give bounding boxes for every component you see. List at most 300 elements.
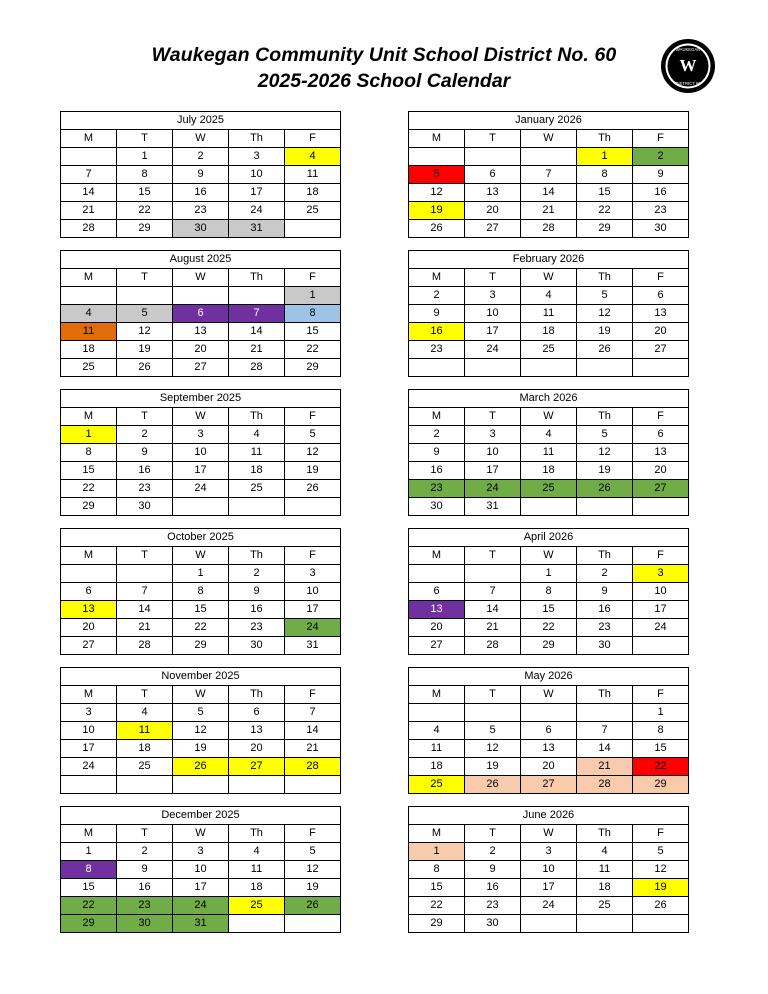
day-cell[interactable]: 29 [521,636,577,654]
day-cell[interactable]: 22 [173,618,229,636]
day-cell[interactable]: 23 [117,479,173,497]
day-cell[interactable]: 29 [577,219,633,237]
day-cell[interactable]: 14 [229,322,285,340]
week-row [409,860,689,878]
day-cell[interactable]: 9 [117,860,173,878]
week-row [61,201,341,219]
day-cell[interactable]: 4 [229,425,285,443]
day-cell[interactable]: 8 [61,443,117,461]
day-cell[interactable]: 13 [633,443,689,461]
day-cell[interactable]: 12 [409,183,465,201]
day-of-week-header: M [61,685,117,703]
day-cell[interactable]: 10 [229,165,285,183]
day-cell[interactable]: 24 [285,618,341,636]
day-cell[interactable]: 8 [521,582,577,600]
day-cell[interactable]: 20 [633,322,689,340]
day-cell[interactable]: 8 [285,304,341,322]
day-cell[interactable]: 27 [633,479,689,497]
day-cell[interactable]: 22 [409,896,465,914]
day-cell[interactable]: 12 [117,322,173,340]
day-cell[interactable]: 24 [61,757,117,775]
week-row [409,618,689,636]
empty-day-cell [521,914,577,932]
day-cell[interactable]: 21 [117,618,173,636]
day-cell[interactable]: 17 [521,878,577,896]
day-cell[interactable]: 9 [409,304,465,322]
day-cell[interactable]: 21 [465,618,521,636]
day-cell[interactable]: 23 [229,618,285,636]
day-cell[interactable]: 13 [633,304,689,322]
day-of-week-header: T [465,268,521,286]
day-cell[interactable]: 12 [173,721,229,739]
day-cell[interactable]: 24 [229,201,285,219]
day-cell[interactable]: 6 [409,582,465,600]
day-cell[interactable]: 28 [285,757,341,775]
day-cell[interactable]: 17 [633,600,689,618]
day-cell[interactable]: 2 [173,147,229,165]
day-cell[interactable]: 30 [633,219,689,237]
day-cell[interactable]: 24 [173,896,229,914]
day-of-week-header: Th [229,129,285,147]
day-cell[interactable]: 27 [633,340,689,358]
day-cell[interactable]: 4 [577,842,633,860]
day-cell[interactable]: 26 [117,358,173,376]
day-cell[interactable]: 9 [465,860,521,878]
day-cell[interactable]: 18 [229,461,285,479]
day-cell[interactable]: 19 [285,878,341,896]
month-table [408,111,689,238]
day-cell[interactable]: 23 [577,618,633,636]
day-cell[interactable]: 13 [465,183,521,201]
day-cell[interactable]: 26 [285,479,341,497]
day-cell[interactable]: 29 [61,497,117,515]
day-cell[interactable]: 22 [285,340,341,358]
day-cell[interactable]: 30 [117,914,173,932]
day-cell[interactable]: 18 [577,878,633,896]
day-cell[interactable]: 4 [521,286,577,304]
day-cell[interactable]: 14 [117,600,173,618]
day-cell[interactable]: 2 [633,147,689,165]
day-cell[interactable]: 30 [229,636,285,654]
day-cell[interactable]: 11 [521,304,577,322]
day-cell[interactable]: 5 [409,165,465,183]
day-cell[interactable]: 25 [577,896,633,914]
day-cell[interactable]: 1 [61,425,117,443]
day-cell[interactable]: 10 [285,582,341,600]
day-cell[interactable]: 11 [229,860,285,878]
day-cell[interactable]: 5 [117,304,173,322]
day-cell[interactable]: 13 [61,600,117,618]
day-cell[interactable]: 14 [285,721,341,739]
day-cell[interactable]: 24 [521,896,577,914]
day-cell[interactable]: 30 [117,497,173,515]
day-cell[interactable]: 26 [173,757,229,775]
day-cell[interactable]: 18 [117,739,173,757]
month-title: January 2026 [409,111,689,129]
day-cell[interactable]: 26 [633,896,689,914]
day-cell[interactable]: 19 [633,878,689,896]
day-cell[interactable]: 20 [465,201,521,219]
day-cell[interactable]: 17 [173,461,229,479]
day-of-week-header: Th [577,824,633,842]
day-cell[interactable]: 3 [229,147,285,165]
day-cell[interactable]: 12 [577,443,633,461]
day-cell[interactable]: 11 [229,443,285,461]
day-of-week-header: F [285,407,341,425]
day-cell[interactable]: 9 [173,165,229,183]
day-cell[interactable]: 12 [285,860,341,878]
day-cell[interactable]: 25 [229,479,285,497]
week-row [409,497,689,515]
day-cell[interactable]: 7 [521,165,577,183]
day-cell[interactable]: 12 [577,304,633,322]
day-cell[interactable]: 1 [633,703,689,721]
day-cell[interactable]: 4 [409,721,465,739]
day-cell[interactable]: 25 [285,201,341,219]
day-of-week-row [409,407,689,425]
day-cell[interactable]: 26 [577,479,633,497]
day-cell[interactable]: 21 [229,340,285,358]
week-row [61,842,341,860]
day-cell[interactable]: 3 [173,842,229,860]
day-cell[interactable]: 15 [61,878,117,896]
empty-day-cell [61,147,117,165]
day-cell[interactable]: 5 [633,842,689,860]
day-cell[interactable]: 9 [409,443,465,461]
day-cell[interactable]: 27 [61,636,117,654]
day-cell[interactable]: 16 [409,322,465,340]
day-cell[interactable]: 15 [521,600,577,618]
day-cell[interactable]: 27 [409,636,465,654]
day-cell[interactable]: 21 [61,201,117,219]
day-cell[interactable]: 25 [521,340,577,358]
day-cell[interactable]: 20 [633,461,689,479]
day-cell[interactable]: 17 [229,183,285,201]
day-cell[interactable]: 16 [633,183,689,201]
day-cell[interactable]: 6 [61,582,117,600]
day-cell[interactable]: 8 [173,582,229,600]
day-cell[interactable]: 14 [61,183,117,201]
week-row [409,878,689,896]
day-cell[interactable]: 13 [521,739,577,757]
day-of-week-header: M [409,685,465,703]
day-cell[interactable]: 23 [173,201,229,219]
day-cell[interactable]: 20 [173,340,229,358]
day-cell[interactable]: 15 [173,600,229,618]
week-row [61,739,341,757]
day-of-week-header: W [521,824,577,842]
day-cell[interactable]: 28 [577,775,633,793]
day-cell[interactable]: 10 [521,860,577,878]
day-cell[interactable]: 21 [577,757,633,775]
week-row [409,636,689,654]
day-cell[interactable]: 16 [577,600,633,618]
day-cell[interactable]: 7 [577,721,633,739]
day-cell[interactable]: 19 [577,461,633,479]
day-cell[interactable]: 19 [465,757,521,775]
day-cell[interactable]: 17 [285,600,341,618]
day-cell[interactable]: 3 [285,564,341,582]
day-cell[interactable]: 6 [229,703,285,721]
day-cell[interactable]: 1 [61,842,117,860]
day-cell[interactable]: 25 [117,757,173,775]
day-cell[interactable]: 29 [117,219,173,237]
day-cell[interactable]: 19 [173,739,229,757]
day-cell[interactable]: 16 [117,461,173,479]
day-cell[interactable]: 12 [285,443,341,461]
day-cell[interactable]: 11 [117,721,173,739]
month-table [408,250,689,377]
day-cell[interactable]: 6 [521,721,577,739]
day-cell[interactable]: 7 [61,165,117,183]
empty-day-cell [521,147,577,165]
day-cell[interactable]: 23 [465,896,521,914]
svg-text:W: W [679,56,697,75]
day-cell[interactable]: 2 [409,425,465,443]
day-cell[interactable]: 16 [229,600,285,618]
day-cell[interactable]: 11 [61,322,117,340]
week-row [409,461,689,479]
day-cell[interactable]: 30 [577,636,633,654]
day-cell[interactable]: 1 [521,564,577,582]
day-cell[interactable]: 22 [117,201,173,219]
day-cell[interactable]: 8 [633,721,689,739]
day-cell[interactable]: 11 [577,860,633,878]
day-cell[interactable]: 6 [633,425,689,443]
day-cell[interactable]: 24 [173,479,229,497]
day-cell[interactable]: 28 [61,219,117,237]
day-cell[interactable]: 7 [229,304,285,322]
day-cell[interactable]: 17 [465,461,521,479]
day-cell[interactable]: 24 [465,340,521,358]
day-cell[interactable]: 23 [409,479,465,497]
week-row [409,757,689,775]
day-cell[interactable]: 22 [521,618,577,636]
day-cell[interactable]: 18 [61,340,117,358]
day-cell[interactable]: 1 [577,147,633,165]
day-cell[interactable]: 20 [61,618,117,636]
day-cell[interactable]: 1 [285,286,341,304]
day-cell[interactable]: 14 [521,183,577,201]
day-cell[interactable]: 13 [173,322,229,340]
day-cell[interactable]: 9 [577,582,633,600]
day-cell[interactable]: 22 [633,757,689,775]
day-cell[interactable]: 16 [409,461,465,479]
day-cell[interactable]: 3 [61,703,117,721]
day-cell[interactable]: 10 [465,304,521,322]
empty-day-cell [229,286,285,304]
page-title: Waukegan Community Unit School District No. 60 [151,44,617,66]
day-cell[interactable]: 14 [465,600,521,618]
day-cell[interactable]: 3 [465,286,521,304]
day-cell[interactable]: 4 [61,304,117,322]
day-cell[interactable]: 26 [465,775,521,793]
day-cell[interactable]: 3 [633,564,689,582]
day-cell[interactable]: 18 [409,757,465,775]
day-cell[interactable]: 24 [465,479,521,497]
day-cell[interactable]: 29 [633,775,689,793]
day-cell[interactable]: 15 [577,183,633,201]
empty-day-cell [61,564,117,582]
day-cell[interactable]: 31 [173,914,229,932]
day-cell[interactable]: 31 [285,636,341,654]
day-cell[interactable]: 27 [173,358,229,376]
day-cell[interactable]: 4 [229,842,285,860]
day-cell[interactable]: 27 [465,219,521,237]
day-cell[interactable]: 30 [409,497,465,515]
day-cell[interactable]: 18 [285,183,341,201]
day-cell[interactable]: 2 [577,564,633,582]
day-cell[interactable]: 23 [117,896,173,914]
day-cell[interactable]: 23 [409,340,465,358]
day-cell[interactable]: 5 [465,721,521,739]
day-cell[interactable]: 26 [285,896,341,914]
day-of-week-header: W [521,268,577,286]
day-cell[interactable]: 25 [521,479,577,497]
day-cell[interactable]: 1 [173,564,229,582]
day-cell[interactable]: 16 [465,878,521,896]
day-cell[interactable]: 22 [61,896,117,914]
week-row [61,721,341,739]
day-cell[interactable]: 15 [285,322,341,340]
day-cell[interactable]: 28 [521,219,577,237]
day-cell[interactable]: 26 [409,219,465,237]
day-cell[interactable]: 18 [229,878,285,896]
day-cell[interactable]: 25 [409,775,465,793]
day-cell[interactable]: 1 [409,842,465,860]
day-cell[interactable]: 4 [117,703,173,721]
day-cell[interactable]: 8 [409,860,465,878]
day-cell[interactable]: 11 [285,165,341,183]
day-cell[interactable]: 25 [61,358,117,376]
day-cell[interactable]: 16 [117,878,173,896]
day-cell[interactable]: 1 [117,147,173,165]
day-cell[interactable]: 29 [61,914,117,932]
day-cell[interactable]: 8 [61,860,117,878]
day-cell[interactable]: 10 [61,721,117,739]
day-cell[interactable]: 5 [173,703,229,721]
day-of-week-header: F [633,546,689,564]
day-cell[interactable]: 17 [465,322,521,340]
day-cell[interactable]: 10 [465,443,521,461]
day-cell[interactable]: 5 [577,286,633,304]
month-title: February 2026 [409,250,689,268]
day-cell[interactable]: 19 [577,322,633,340]
day-cell[interactable]: 29 [409,914,465,932]
day-cell[interactable]: 30 [465,914,521,932]
day-cell[interactable]: 10 [633,582,689,600]
day-of-week-row [61,824,341,842]
day-cell[interactable]: 29 [285,358,341,376]
day-cell[interactable]: 2 [465,842,521,860]
day-cell[interactable]: 28 [117,636,173,654]
day-cell[interactable]: 6 [173,304,229,322]
month-title: October 2025 [61,528,341,546]
day-cell[interactable]: 9 [229,582,285,600]
day-cell[interactable]: 3 [521,842,577,860]
day-cell[interactable]: 10 [173,443,229,461]
month-title: August 2025 [61,250,341,268]
day-cell[interactable]: 19 [285,461,341,479]
day-cell[interactable]: 6 [465,165,521,183]
day-cell[interactable]: 27 [229,757,285,775]
day-cell[interactable]: 5 [285,425,341,443]
day-cell[interactable]: 6 [633,286,689,304]
day-cell[interactable]: 20 [521,757,577,775]
day-cell[interactable]: 11 [521,443,577,461]
day-cell[interactable]: 15 [409,878,465,896]
day-cell[interactable]: 5 [577,425,633,443]
day-cell[interactable]: 28 [229,358,285,376]
day-cell[interactable]: 26 [577,340,633,358]
day-cell[interactable]: 27 [521,775,577,793]
week-row [409,775,689,793]
day-cell[interactable]: 4 [285,147,341,165]
week-row [61,582,341,600]
day-cell[interactable]: 4 [521,425,577,443]
day-cell[interactable]: 2 [229,564,285,582]
day-cell[interactable]: 17 [61,739,117,757]
day-cell[interactable]: 15 [117,183,173,201]
day-cell[interactable]: 7 [117,582,173,600]
day-cell[interactable]: 9 [633,165,689,183]
day-cell[interactable]: 3 [465,425,521,443]
day-cell[interactable]: 15 [633,739,689,757]
day-cell[interactable]: 30 [173,219,229,237]
day-cell[interactable]: 18 [521,461,577,479]
day-cell[interactable]: 2 [409,286,465,304]
day-cell[interactable]: 22 [61,479,117,497]
day-cell[interactable]: 3 [173,425,229,443]
day-cell[interactable]: 2 [117,842,173,860]
day-cell[interactable]: 21 [521,201,577,219]
day-of-week-header: W [521,129,577,147]
day-cell[interactable]: 28 [465,636,521,654]
day-cell[interactable]: 13 [409,600,465,618]
day-cell[interactable]: 31 [229,219,285,237]
day-cell[interactable]: 17 [173,878,229,896]
day-cell[interactable]: 7 [285,703,341,721]
day-cell[interactable]: 5 [285,842,341,860]
day-cell[interactable]: 23 [633,201,689,219]
day-cell[interactable]: 12 [633,860,689,878]
day-cell[interactable]: 16 [173,183,229,201]
day-cell[interactable]: 11 [409,739,465,757]
day-cell[interactable]: 2 [117,425,173,443]
day-cell[interactable]: 13 [229,721,285,739]
day-cell[interactable]: 12 [465,739,521,757]
day-cell[interactable]: 8 [117,165,173,183]
day-cell[interactable]: 19 [117,340,173,358]
day-cell[interactable]: 7 [465,582,521,600]
day-cell[interactable]: 24 [633,618,689,636]
day-of-week-header: W [173,129,229,147]
day-cell[interactable]: 18 [521,322,577,340]
day-cell[interactable]: 25 [229,896,285,914]
day-cell[interactable]: 22 [577,201,633,219]
day-cell[interactable]: 29 [173,636,229,654]
day-cell[interactable]: 15 [61,461,117,479]
day-cell[interactable]: 20 [229,739,285,757]
day-cell[interactable]: 14 [577,739,633,757]
day-cell[interactable]: 19 [409,201,465,219]
day-cell[interactable]: 21 [285,739,341,757]
day-cell[interactable]: 20 [409,618,465,636]
day-cell[interactable]: 8 [577,165,633,183]
day-cell[interactable]: 31 [465,497,521,515]
day-cell[interactable]: 10 [173,860,229,878]
day-cell[interactable]: 9 [117,443,173,461]
